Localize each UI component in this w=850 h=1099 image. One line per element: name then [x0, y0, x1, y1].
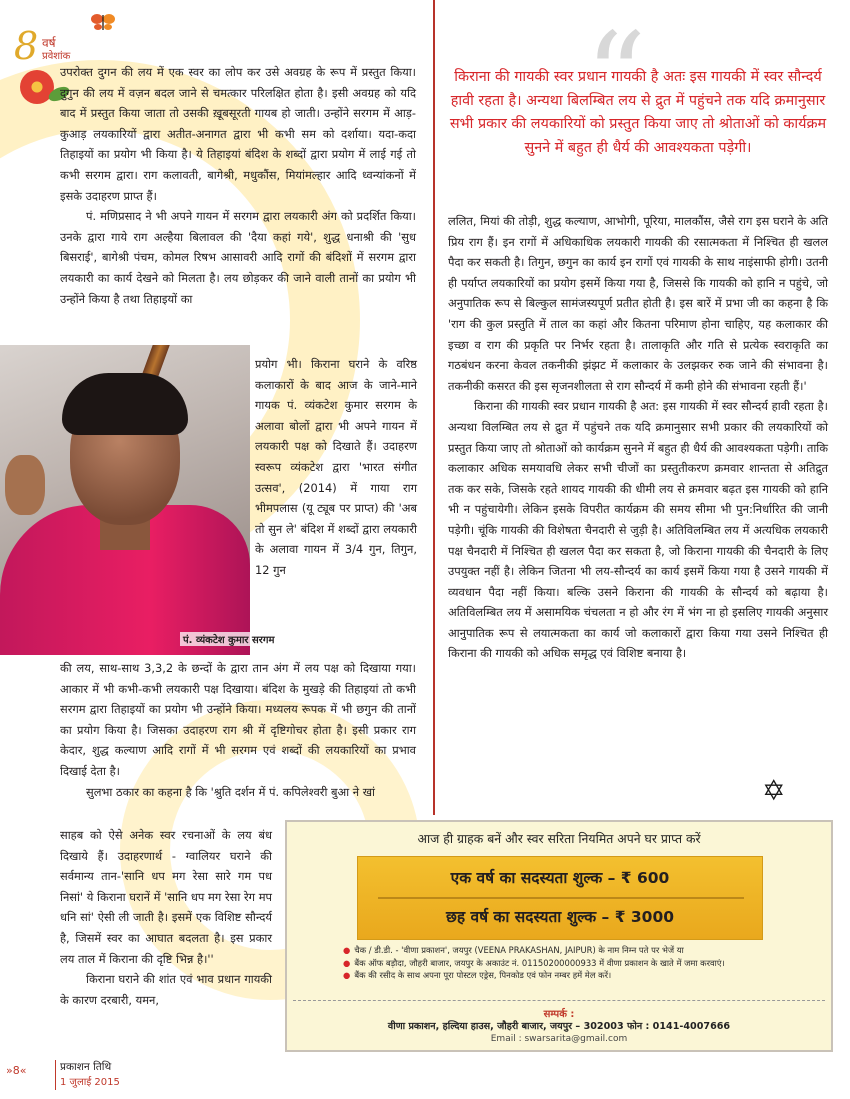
butterfly-icon	[90, 12, 116, 32]
divider	[293, 1000, 825, 1001]
paragraph: उपरोक्त दुगन की लय में एक स्वर का लोप कर उसे अवग्रह के रूप में प्रस्तुत किया। दुगुन की लय में वज़न बदल जाने से चमत्कार परिलक्षित होता है। इसी अवग्रह को यदि बाद में प्रस्तुत किया जाता तो उसकी ख़ूबसूरती गायब हो जाती। उन्होंने सरगम में आड़-कुआड़ लयकारियों द्वारा अतीत-अनागत द्वारा भी कभी सम को दर्शाया। यदा-कदा तिहाइयों का प्रयोग भी किया है। ये तिहाइयां बंदिश के शब्दों द्वारा प्रयोग में लाई गई तो कभी सरगम द्वारा। राग कलावती, बागेश्री, मधुकौंस, मियांमल्हार आदि ध्वन्यांकनों में इसके उदाहरण प्राप्त हैं।	[60, 65, 416, 203]
price-one-year: एक वर्ष का सदस्यता शुल्क – ₹ 600	[450, 869, 670, 887]
subscription-heading: आज ही ग्राहक बनें और स्वर सरिता नियमित अपने घर प्राप्त करें	[417, 831, 701, 846]
publication-date: 1 जुलाई 2015	[60, 1077, 120, 1088]
paragraph: किराना घराने की शांत एवं भाव प्रधान गायकी के कारण दरबारी, यमन,	[60, 972, 272, 1007]
contact-label: सम्पर्क :	[543, 1009, 575, 1020]
right-column	[448, 211, 828, 664]
logo-number: 8	[14, 24, 39, 68]
pull-quote: किराना की गायकी स्वर प्रधान गायकी है अतः इस गायकी में स्वर सौन्दर्य हावी रहता है। अन्यथा बिलम्बित लय से द्रुत में पहुंचने तक यदि क्रमानुसार सभी प्रकार की लयकारियों को प्रस्तुत किया जाए तो श्रोताओं को कार्यक्रम सुनने में बहुत ही धैर्य की आवश्यकता पड़ेगी।	[449, 69, 827, 156]
photo-caption: पं. व्यंकटेश कुमार सरगम	[180, 632, 277, 646]
page-number-value: 8	[12, 1064, 20, 1077]
page-number: »8«	[6, 1064, 27, 1077]
left-column-beside-photo	[255, 354, 417, 581]
clover-ornament-icon: ✡	[762, 774, 786, 807]
paragraph: किराना की गायकी स्वर प्रधान गायकी है अत: इस गायकी में स्वर सौन्दर्य हावी रहता है। अन्यथा विलम्बित लय से द्रुत में पहुंचने तक यदि क्रमानुसार सभी प्रकार की लयकारियों को प्रस्तुत किया जाए तो श्रोताओं को कार्यक्रम सुनने में बहुत ही धैर्य की आवश्यकता पड़ेगी। ताकि कलाकार अधिक समयावधि लेकर सभी चीजों का प्रस्तुतीकरण क्रमवार शान्तता से अतिद्रुत तक कर सके, जिसके रहते शायद गायकी की धीमी लय से क्रमवार बढ़त इस गायकी को हानि भी न पहुंचायेगी। लेकिन इसके विपरीत कार्यक्रम की समय सीमा भी पुन:निर्धारित की जानी पड़ेगी। चूंकि गायकी की विशेषता चैनदारी से जुड़ी है। अतिविलम्बित लय में अत्यधिक लयकारी पक्ष चैनदारी में निश्चित ही खलल पैदा कर सकता है, जो किराना गायकी की चैनदारी के लिए उपयुक्त नहीं है। लेकिन जितना भी लय-सौन्दर्य का कार्य इसमें किया गया है उसने गायकी में व्यवधान पैदा नहीं किया। बल्कि उसने किराना की गायकी के सौन्दर्य को बढ़ाया है। अतिविलम्बित लय में असामयिक चंचलता न हो और रंग में भंग ना हो इसलिए गायकी अनुसार आनुपातिक रूप से लयात्मकता का कार्य जो कलाकारों द्वारा किया गया उसने निश्चित ही किराना की गायकी को अधिक समृद्ध एवं विशिष्ट बनाया है।	[448, 399, 828, 661]
publication-date-label: प्रकाशन तिथि	[60, 1061, 112, 1073]
logo-line1: वर्ष	[42, 36, 56, 50]
list-item: ● चैक / डी.डी. - 'वीणा प्रकाशन', जयपुर (VEENA PRAKASHAN, JAIPUR) के नाम निम्न पते पर भेजें या	[343, 944, 813, 957]
price-six-year: छह वर्ष का सदस्यता शुल्क – ₹ 3000	[445, 908, 675, 926]
logo-line2: प्रवेशांक	[42, 51, 71, 62]
paragraph: साहब को ऐसे अनेक स्वर रचनाओं के लय बंध दिखाये हैं। उदाहरणार्थ - ग्वालियर घराने की सर्वमान्य तान-'सानि धप मग रेसा सारे गम पध निसां' ये किराना घरानें में 'सानि धप मग रेसा रेग मप धनि सां' ऐसी ली जाती है। इसमें एक विशिष्ट सौन्दर्य है, जिसमें स्वर का आघात बदलता है। इस प्रकार लय ताल में किराना की दृष्टि भिन्न है।''	[60, 828, 272, 966]
paragraph: ललित, मियां की तोड़ी, शुद्ध कल्याण, आभोगी, पूरिया, मालकौंस, जैसे राग इस घराने के अति प्रिय राग हैं। इन रागों में अधिकाधिक लयकारी गायकी की रसात्मकता में निश्चित ही खलल पैदा कर सकती है। तिगुन, छगुन का कार्य इन रागों एवं गायकी के साथ नाइंसाफी होगी। उतनी ही पर्याप्त लयकारियों का प्रयोग इसमें किया गया है, जिससे कि गायकी को हानि न पहुंचे, जो अनुपातिक रूप से बिल्कुल सामंजस्यपूर्ण प्रतीत होती है। इस बारें में प्रभा जी का कहना है कि 'राग की कुल प्रस्तुति में ताल का कहां और कितना परिमाण होना चाहिए, यह कलाकार की इच्छा व राग की प्रकृति पर निर्भर रहता है। तालाकृति और गति से प्रत्येक स्वराकृति का गठबंधन करना केवल तकनीकी झंझट में कलाकार के उलझकर रुक जाने की संभावना है। तकनीकी कसरत की इस सृजनशीलता से राग सौन्दर्य में कमी होने की संभावना रहती हैं।'	[448, 214, 828, 393]
column-divider	[433, 0, 435, 815]
list-item: ● बैंक की रसीद के साथ अपना पूरा पोस्टल एड्रेस, पिनकोड एवं फोन नम्बर हमें मेल करें।	[343, 969, 813, 982]
paragraph: की लय, साथ-साथ 3,3,2 के छन्दों के द्वारा तान अंग में लय पक्ष को दिखाया गया। आकार में भी कभी-कभी लयकारी पक्ष दिखाया। बंदिश के मुखड़े की तिहाइयां तो कभी सरगम द्वारा तिहाइयों का प्रयोग भी उन्होंने किया। मध्यलय रूपक में भी छगुन की तानों का प्रयोग किया है। जिसका उदाहरण राग श्री में दृष्टिगोचर होता है। इसी प्रकार राग केदार, शुद्ध कल्याण आदि रागों में भी सरगम एवं शब्दों की लयकारियों का प्रभाव दिखाई देता है।	[60, 661, 416, 778]
subscription-box	[285, 820, 833, 1052]
payment-instructions	[343, 944, 813, 982]
banner-divider	[378, 897, 744, 899]
paragraph: सुलभा ठकार का कहना है कि 'श्रुति दर्शन में पं. कपिलेश्वरी बुआ ने खां	[86, 784, 376, 799]
page-footer	[0, 1056, 200, 1096]
paragraph: प्रयोग भी। किराना घराने के वरिष्ठ कलाकारों के बाद आज के जाने-माने गायक पं. व्यंकटेश कुमार सरगम के अलावा बोलों द्वारा भी अपने गायन में लयकारी पक्ष को दिखाते हैं। उदाहरण स्वरूप व्यंकटेश द्वारा 'भारत संगीत उत्सव', (2014) में गाया राग भीमपलास (यू ट्यूब पर प्राप्त) की 'अब तो सुन ले' बंदिश में शब्दों द्वारा लयकारी के अलावा गायन में 3/4 गुन, तिगुन, 12 गुन	[255, 357, 417, 577]
singer-photo	[0, 345, 250, 655]
quote-icon: “	[585, 8, 647, 147]
photo-hair	[62, 373, 188, 435]
left-column-bottom	[60, 825, 272, 1010]
footer-bar	[55, 1060, 56, 1090]
contact-email[interactable]: Email : swarsarita@gmail.com	[490, 1034, 628, 1044]
paragraph: पं. मणिप्रसाद ने भी अपने गायन में सरगम द्वारा लयकारी अंग को प्रदर्शित किया। उनके द्वारा गाये राग अल्हैया बिलावल की 'दैया कहां गये', शुद्ध धनाश्री की 'सुध बिसराई', बागेश्री पंचम, कोमल रिषभ आसावरी आदि रागों की बंदिशों में सरगम द्वारा लयकारी का कार्य देखने को मिलता है। लय छोड़कर की जाने वाली तानों का प्रयोग भी उन्होंने किया है तथा तिहाइयों का	[60, 209, 416, 306]
photo-hand	[5, 455, 45, 515]
price-banner	[357, 856, 763, 940]
list-item: ● बैंक ऑफ बड़ौदा, जौहरी बाजार, जयपुर के अकाउंट नं. 01150200000933 में वीणा प्रकाशन के खाते में जमा करवाएं।	[343, 957, 813, 970]
left-column-mid	[60, 658, 416, 802]
contact-address: वीणा प्रकाशन, हल्दिया हाउस, जौहरी बाजार, जयपुर – 302003 फोन : 0141-4007666	[387, 1021, 731, 1032]
left-column-top	[60, 62, 416, 309]
